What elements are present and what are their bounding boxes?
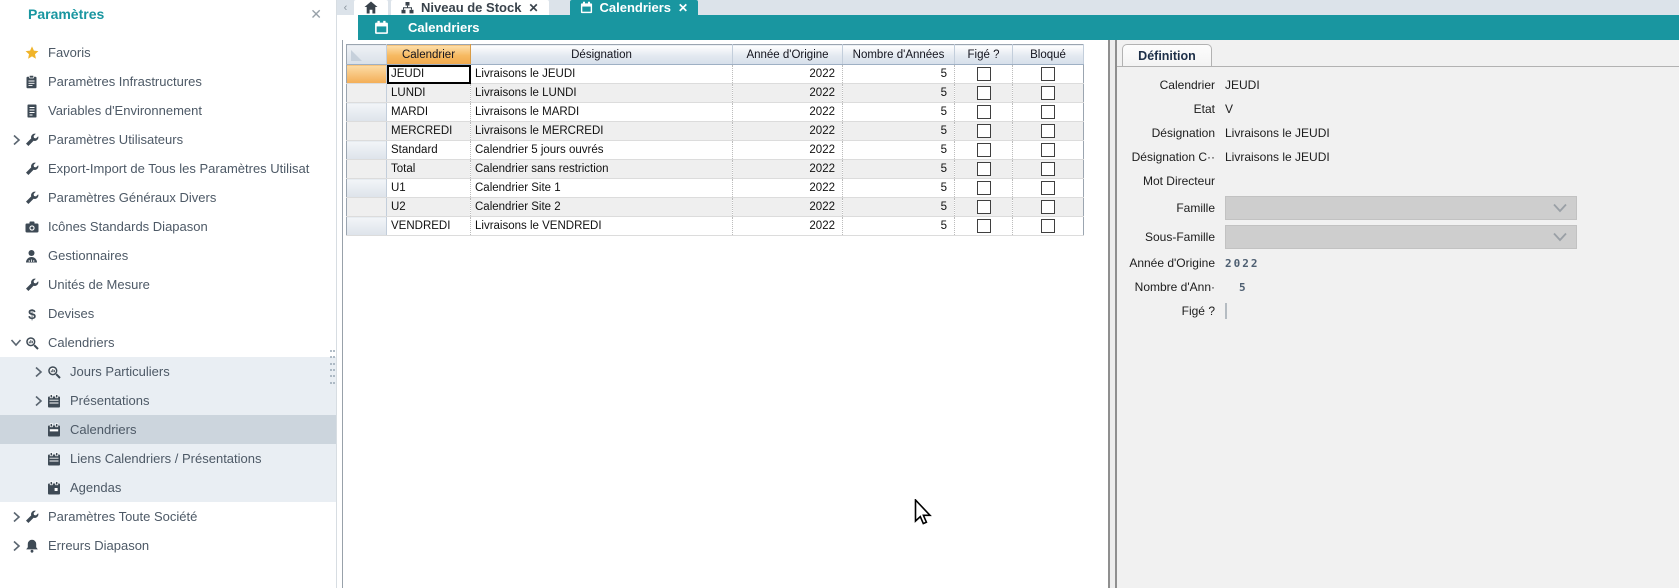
row-indicator-cell[interactable] xyxy=(347,141,387,160)
sidebar-item-label: Paramètres Infrastructures xyxy=(48,74,202,89)
cell-calendrier[interactable]: U2 xyxy=(387,198,471,217)
sidebar-item-calendriers[interactable] xyxy=(0,415,336,444)
field-label: Désignation xyxy=(1151,126,1215,140)
chart-search-icon xyxy=(46,365,61,379)
calendar-solid-icon xyxy=(46,423,61,437)
cell-designation[interactable]: Calendrier 5 jours ouvrés xyxy=(471,141,733,160)
fige-checkbox[interactable] xyxy=(1225,303,1227,319)
parameters-sidebar xyxy=(0,0,337,588)
section-title: Calendriers xyxy=(408,20,480,35)
table-row[interactable] xyxy=(347,84,1084,103)
row-indicator-cell[interactable] xyxy=(347,122,387,141)
bloque-checkbox[interactable] xyxy=(1041,105,1055,119)
workspace xyxy=(337,0,1679,588)
field-label: Calendrier xyxy=(1159,78,1215,92)
table-row[interactable] xyxy=(347,103,1084,122)
dollar-icon xyxy=(24,307,39,321)
field-value: Livraisons le JEUDI xyxy=(1225,150,1330,164)
column-header-d-signation[interactable]: Désignation xyxy=(471,45,733,65)
table-row[interactable] xyxy=(347,179,1084,198)
sidebar-header xyxy=(0,0,336,26)
expander-chevron-icon[interactable] xyxy=(8,338,24,347)
fige-checkbox[interactable] xyxy=(977,219,991,233)
sidebar-item-label: Liens Calendriers / Présentations xyxy=(70,451,262,466)
cell-bloque[interactable] xyxy=(1013,217,1084,236)
field-value: V xyxy=(1225,102,1234,116)
scroll-tabs-left-icon[interactable]: ‹ xyxy=(343,1,348,14)
cell-designation[interactable]: Livraisons le MERCREDI xyxy=(471,122,733,141)
field-row-famille xyxy=(1125,193,1665,222)
sidebar-item-label: Export-Import de Tous les Paramètres Utilisat xyxy=(48,161,310,176)
sidebar-item-label: Gestionnaires xyxy=(48,248,129,263)
field-label: Mot Directeur xyxy=(1142,174,1215,188)
field-value: JEUDI xyxy=(1225,78,1260,92)
cell-nombre-annees[interactable]: 5 xyxy=(843,198,955,217)
column-header-calendrier[interactable]: Calendrier xyxy=(387,45,471,65)
cell-calendrier[interactable]: Total xyxy=(387,160,471,179)
sidebar-item-label: Erreurs Diapason xyxy=(48,538,150,553)
bloque-checkbox[interactable] xyxy=(1041,219,1055,233)
tab-label: Calendriers xyxy=(599,0,672,15)
cell-fige[interactable] xyxy=(955,160,1013,179)
calendar-icon xyxy=(46,452,61,466)
cell-designation[interactable]: Calendrier Site 2 xyxy=(471,198,733,217)
sidebar-item-label: Paramètres Toute Société xyxy=(48,509,198,524)
wrench-icon xyxy=(24,510,39,524)
sidebar-item-param-tres-utilisateurs[interactable] xyxy=(0,125,336,154)
sidebar-item-label: Unités de Mesure xyxy=(48,277,150,292)
cell-designation[interactable]: Livraisons le JEUDI xyxy=(471,65,733,84)
cell-designation[interactable]: Calendrier Site 1 xyxy=(471,179,733,198)
cell-bloque[interactable] xyxy=(1013,141,1084,160)
chart-search-icon xyxy=(24,336,39,350)
cell-fige[interactable] xyxy=(955,141,1013,160)
cell-designation[interactable]: Livraisons le LUNDI xyxy=(471,84,733,103)
table-row[interactable] xyxy=(347,160,1084,179)
calendar-icon xyxy=(580,1,593,14)
sidebar-item-liens-calendriers-pr-sentations[interactable] xyxy=(0,444,336,473)
field-row-nombre-d-ann- xyxy=(1125,275,1665,299)
cell-annee-origine[interactable]: 2022 xyxy=(733,198,843,217)
combo-box[interactable] xyxy=(1225,225,1577,249)
table-row[interactable] xyxy=(347,141,1084,160)
bloque-checkbox[interactable] xyxy=(1041,67,1055,81)
cell-nombre-annees[interactable]: 5 xyxy=(843,160,955,179)
sidebar-item-erreurs-diapason[interactable] xyxy=(0,531,336,560)
cell-calendrier[interactable]: MERCREDI xyxy=(387,122,471,141)
expander-chevron-icon[interactable] xyxy=(8,540,24,552)
tab-label: Niveau de Stock xyxy=(421,0,522,15)
cell-bloque[interactable] xyxy=(1013,65,1084,84)
definition-panel xyxy=(1117,40,1679,588)
sidebar-item-label: Favoris xyxy=(48,45,91,60)
sidebar-item-param-tres-g-n-raux-divers[interactable] xyxy=(0,183,336,212)
row-indicator-cell[interactable] xyxy=(347,179,387,198)
field-row-etat xyxy=(1125,97,1665,121)
sidebar-item-param-tres-infrastructures[interactable] xyxy=(0,67,336,96)
row-indicator-cell[interactable] xyxy=(347,84,387,103)
expander-chevron-icon[interactable] xyxy=(8,511,24,523)
tab-definition[interactable]: Définition xyxy=(1122,44,1212,67)
cell-calendrier[interactable]: VENDREDI xyxy=(387,217,471,236)
row-indicator-cell[interactable] xyxy=(347,198,387,217)
sidebar-item-pr-sentations[interactable] xyxy=(0,386,336,415)
cell-nombre-annees[interactable]: 5 xyxy=(843,217,955,236)
cell-calendrier[interactable]: JEUDI xyxy=(387,65,471,84)
dropdown-famille[interactable] xyxy=(1225,196,1665,220)
row-indicator-cell[interactable] xyxy=(347,65,387,84)
sidebar-item-label: Devises xyxy=(48,306,95,321)
sidebar-resize-grip[interactable] xyxy=(330,350,335,386)
column-header-ann-e-d-origine[interactable]: Année d'Origine xyxy=(733,45,843,65)
sidebar-item-label: Calendriers xyxy=(70,422,137,437)
bloque-checkbox[interactable] xyxy=(1041,86,1055,100)
fige-checkbox[interactable] xyxy=(977,86,991,100)
cell-bloque[interactable] xyxy=(1013,84,1084,103)
sidebar-tree xyxy=(0,38,336,560)
field-label: Etat xyxy=(1193,102,1215,116)
tab-strip xyxy=(337,0,1679,15)
star-icon xyxy=(24,46,39,60)
camera-icon xyxy=(24,221,39,233)
cell-nombre-annees[interactable]: 5 xyxy=(843,122,955,141)
svg-text:$: $ xyxy=(27,306,36,321)
combo-box[interactable] xyxy=(1225,196,1577,220)
cell-annee-origine[interactable]: 2022 xyxy=(733,217,843,236)
cell-bloque[interactable] xyxy=(1013,179,1084,198)
cell-annee-origine[interactable]: 2022 xyxy=(733,65,843,84)
sidebar-item-label: Calendriers xyxy=(48,335,115,350)
field-row-ann-e-d-origine xyxy=(1125,251,1665,275)
sidebar-item-label: Paramètres Généraux Divers xyxy=(48,190,217,205)
cell-annee-origine[interactable]: 2022 xyxy=(733,84,843,103)
column-header-nombre-d-ann-es[interactable]: Nombre d'Années xyxy=(843,45,955,65)
field-row-calendrier xyxy=(1125,73,1665,97)
cell-fige[interactable] xyxy=(955,217,1013,236)
person-icon xyxy=(24,249,39,263)
fige-checkbox[interactable] xyxy=(977,181,991,195)
fige-checkbox[interactable] xyxy=(977,105,991,119)
sidebar-item-label: Agendas xyxy=(70,480,122,495)
expander-chevron-icon[interactable] xyxy=(8,134,24,146)
cell-fige[interactable] xyxy=(955,122,1013,141)
calendars-table-container xyxy=(342,40,1108,588)
cell-fige[interactable] xyxy=(955,198,1013,217)
section-header xyxy=(358,15,1679,40)
fige-checkbox[interactable] xyxy=(977,162,991,176)
bloque-checkbox[interactable] xyxy=(1041,124,1055,138)
field-row-d-signation xyxy=(1125,121,1665,145)
calendar-icon xyxy=(46,394,61,408)
wrench-icon xyxy=(24,191,39,205)
cell-calendrier[interactable]: U1 xyxy=(387,179,471,198)
cell-nombre-annees[interactable]: 5 xyxy=(843,65,955,84)
field-row-mot-directeur xyxy=(1125,169,1665,193)
field-label: Figé ? xyxy=(1181,304,1215,318)
wrench-icon xyxy=(24,278,39,292)
wrench-icon xyxy=(24,162,39,176)
sidebar-title: Paramètres xyxy=(28,6,105,22)
sidebar-item-jours-particuliers[interactable] xyxy=(0,357,336,386)
calendar-icon xyxy=(374,20,389,35)
cell-annee-origine[interactable]: 2022 xyxy=(733,122,843,141)
field-value: 5 xyxy=(1239,280,1248,294)
cell-annee-origine[interactable]: 2022 xyxy=(733,160,843,179)
field-row-sous-famille xyxy=(1125,222,1665,251)
field-label: Famille xyxy=(1176,200,1215,215)
fige-checkbox[interactable] xyxy=(977,67,991,81)
row-indicator-cell[interactable] xyxy=(347,217,387,236)
sidebar-item-label: Présentations xyxy=(70,393,150,408)
cell-fige[interactable] xyxy=(955,179,1013,198)
sidebar-item-devises[interactable] xyxy=(0,299,336,328)
cell-designation[interactable]: Livraisons le MARDI xyxy=(471,103,733,122)
cell-bloque[interactable] xyxy=(1013,198,1084,217)
expander-chevron-icon[interactable] xyxy=(30,366,46,378)
cell-fige[interactable] xyxy=(955,65,1013,84)
expander-chevron-icon[interactable] xyxy=(30,395,46,407)
home-icon xyxy=(364,1,378,14)
sidebar-item-label: Paramètres Utilisateurs xyxy=(48,132,184,147)
cell-nombre-annees[interactable]: 5 xyxy=(843,141,955,160)
sidebar-item-variables-d-environnement[interactable] xyxy=(0,96,336,125)
row-indicator-cell[interactable] xyxy=(347,103,387,122)
dropdown-sous-famille[interactable] xyxy=(1225,225,1665,249)
column-header-bloqu-[interactable]: Bloqué xyxy=(1013,45,1084,65)
cell-designation[interactable]: Livraisons le VENDREDI xyxy=(471,217,733,236)
wrench-icon xyxy=(24,133,39,147)
cell-fige[interactable] xyxy=(955,103,1013,122)
calendars-table xyxy=(346,44,1084,236)
bloque-checkbox[interactable] xyxy=(1041,181,1055,195)
field-label: Nombre d'Ann· xyxy=(1134,280,1215,294)
select-all-header[interactable] xyxy=(347,45,387,65)
cell-bloque[interactable] xyxy=(1013,103,1084,122)
table-row[interactable] xyxy=(347,198,1084,217)
sitemap-icon xyxy=(401,2,414,14)
column-header-fig-[interactable]: Figé ? xyxy=(955,45,1013,65)
close-icon[interactable]: ✕ xyxy=(310,6,322,22)
cell-annee-origine[interactable]: 2022 xyxy=(733,141,843,160)
sidebar-item-calendriers[interactable] xyxy=(0,328,336,357)
sidebar-item-label: Jours Particuliers xyxy=(70,364,170,379)
bloque-checkbox[interactable] xyxy=(1041,162,1055,176)
fige-checkbox[interactable] xyxy=(977,200,991,214)
sidebar-item-favoris[interactable] xyxy=(0,38,336,67)
table-row[interactable] xyxy=(347,65,1084,84)
definition-fields xyxy=(1125,73,1665,323)
field-value[interactable] xyxy=(1225,304,1665,318)
cell-bloque[interactable] xyxy=(1013,122,1084,141)
row-indicator-cell[interactable] xyxy=(347,160,387,179)
field-value: Livraisons le JEUDI xyxy=(1225,126,1330,140)
sidebar-item-gestionnaires[interactable] xyxy=(0,241,336,270)
bell-icon xyxy=(24,539,39,553)
bloque-checkbox[interactable] xyxy=(1041,200,1055,214)
fige-checkbox[interactable] xyxy=(977,124,991,138)
tab-niveau-de-stock[interactable] xyxy=(391,0,549,15)
clipboard-icon xyxy=(24,75,39,89)
table-header-row xyxy=(347,45,1084,65)
field-label: Année d'Origine xyxy=(1129,256,1215,270)
cell-calendrier[interactable]: MARDI xyxy=(387,103,471,122)
field-label: Désignation C·· xyxy=(1131,150,1215,164)
field-value: 2022 xyxy=(1225,256,1260,270)
fige-checkbox[interactable] xyxy=(977,143,991,157)
vertical-splitter[interactable] xyxy=(1108,40,1117,588)
calendar-day-icon xyxy=(46,481,61,495)
table-row[interactable] xyxy=(347,122,1084,141)
field-label: Sous-Famille xyxy=(1144,229,1215,244)
cell-annee-origine[interactable]: 2022 xyxy=(733,103,843,122)
cell-calendrier[interactable]: LUNDI xyxy=(387,84,471,103)
cell-nombre-annees[interactable]: 5 xyxy=(843,179,955,198)
tab-home[interactable] xyxy=(354,0,388,15)
cell-annee-origine[interactable]: 2022 xyxy=(733,179,843,198)
close-tab-icon[interactable]: ✕ xyxy=(678,0,689,15)
sidebar-item-ic-nes-standards-diapason[interactable] xyxy=(0,212,336,241)
document-icon xyxy=(24,104,39,118)
sidebar-item-export-import-de-tous-les-param-tres-utilisat[interactable] xyxy=(0,154,336,183)
cell-fige[interactable] xyxy=(955,84,1013,103)
sidebar-item-label: Variables d'Environnement xyxy=(48,103,202,118)
bloque-checkbox[interactable] xyxy=(1041,143,1055,157)
close-tab-icon[interactable]: ✕ xyxy=(528,0,539,15)
sidebar-item-param-tres-toute-soci-t-[interactable] xyxy=(0,502,336,531)
sidebar-item-label: Icônes Standards Diapason xyxy=(48,219,208,234)
tab-calendriers[interactable] xyxy=(570,0,699,15)
sidebar-item-unit-s-de-mesure[interactable] xyxy=(0,270,336,299)
cell-bloque[interactable] xyxy=(1013,160,1084,179)
table-row[interactable] xyxy=(347,217,1084,236)
field-row-fig- xyxy=(1125,299,1665,323)
panel-divider xyxy=(1117,66,1679,67)
sidebar-item-agendas[interactable] xyxy=(0,473,336,502)
cell-designation[interactable]: Calendrier sans restriction xyxy=(471,160,733,179)
cell-calendrier[interactable]: Standard xyxy=(387,141,471,160)
field-row-d-signation-c- xyxy=(1125,145,1665,169)
cell-nombre-annees[interactable]: 5 xyxy=(843,84,955,103)
cell-nombre-annees[interactable]: 5 xyxy=(843,103,955,122)
